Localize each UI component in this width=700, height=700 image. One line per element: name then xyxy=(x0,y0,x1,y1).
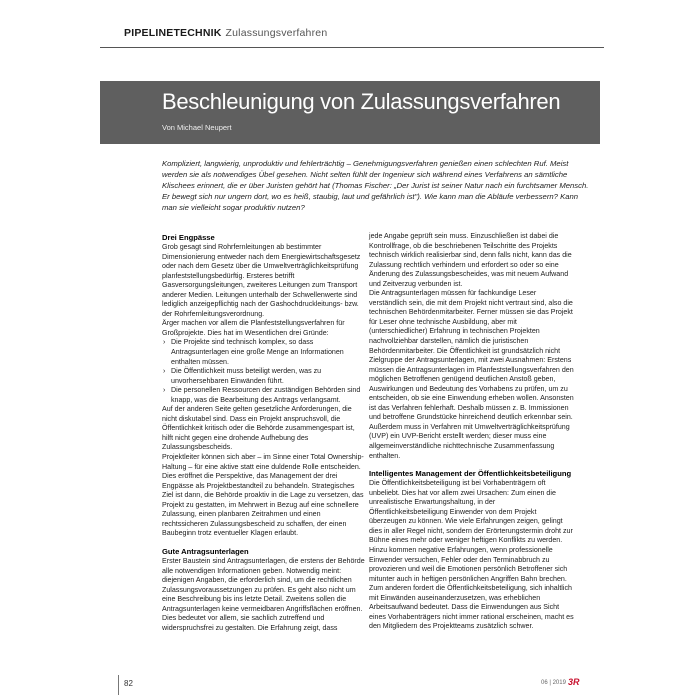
heading-drei-engpaesse: Drei Engpässe xyxy=(162,233,215,242)
footer-divider xyxy=(118,675,119,695)
bullet-list xyxy=(162,338,367,405)
article-lead: Kompliziert, langwierig, unproduktiv und fehlerträchtig – Genehmigungsverfahren genießen einen schlechten Ruf. Meist werden sie als notwendiges Übel gesehen. Nicht selten fühlt der Ingenieur sich während eines Verfahrens an sämtliche Klischees erinnert, die er über Juristen gehört hat (Thomas Fischer: „Der Jurist ist seiner Natur nach ein furchtsamer Mensch. Er bewegt sich nur ungern dort, wo es heiß, staubig, laut und gefährlich ist"). Wie kann man die Abläufe verbessern? Kann man sie vielleicht sogar produktiv nutzen? xyxy=(162,159,589,212)
paragraph: Ärger machen vor allem die Planfeststellungsverfahren für Großprojekte. Dies hat im Wesentlichen drei Gründe: xyxy=(162,319,345,337)
section-header xyxy=(124,27,327,39)
heading-oeffentlichkeitsbeteiligung: Intelligentes Management der Öffentlichkeitsbeteiligung xyxy=(369,469,572,479)
list-item: › Die Projekte sind technisch komplex, so dass Antragsunterlagen eine große Menge an Informationen enthalten müssen. xyxy=(162,338,367,367)
right-column xyxy=(369,232,574,632)
paragraph: Die Öffentlichkeitsbeteiligung ist bei Vorhabenträgern oft unbeliebt. Dies hat vor allem zwei Ursachen: Zum einen die unrealistische Erwartungshaltung, in der Öffentlichkeitsbeteiligung Einwender von dem Projekt überzeugen zu können. Wie viele Erfahrungen zeigen, gelingt dies in aller Regel nicht, sondern der Erörterungstermin droht zur Bühne eines mehr oder weniger heftigen Konflikts zu werden. Hinzu kommen negative Erfahrungen, wenn professionelle Einwender versuchen, Fehler oder den Terminabbruch zu provozieren und weil die Emotionen persönlich Betroffener sich mitunter auch in heftigen persönlichen Angriffen Bahn brechen. Zum anderen fordert die Öffentlichkeitsbeteiligung, sich inhaltlich mit Einwänden auseinanderzusetzen, was erheblichen Arbeitsaufwand bedeutet. Dass die Einwendungen aus Sicht eines Vorhabenträgers nicht immer rational erscheinen, macht es den Mitgliedern des Projektteams zusätzlich schwer. xyxy=(369,479,574,631)
paragraph: Erster Baustein sind Antragsunterlagen, die erstens der Behörde alle notwendigen Informationen geben. Notwendig meint: diejenigen Angaben, die erforderlich sind, um die rechtlichen Zulassungsvoraussetzungen zu prüfen. Es geht also nicht um eine Beschreibung bis ins letzte Detail. Zweitens sollen die Antragsunterlagen keine vermeidbaren Angriffsflächen eröffnen. Dies bedeutet vor allem, sie sachlich zutreffend und widerspruchsfrei zu gestalten. Die Erfahrung zeigt, dass xyxy=(162,556,365,632)
article-title: Beschleunigung von Zulassungsverfahren xyxy=(162,89,561,114)
list-item: › Die personellen Ressourcen der zuständigen Behörden sind knapp, was die Bearbeitung des Antrags verlangsamt. xyxy=(162,386,367,405)
publisher-logo: 3R xyxy=(568,677,580,687)
paragraph: Projektleiter können sich aber – im Sinne einer Total Ownership-Haltung – für eine aktive statt eine duldende Rolle entscheiden. Dies eröffnet die Perspektive, das Management der drei Engpässe als Projektbestandteil zu behandeln. Strategisches Ziel ist dann, die Behörde proaktiv in die Lage zu versetzen, das Projekt zu gestatten, im Mehrwert in Bezug auf eine schnellere Zulassung, einen planbaren Zeitrahmen und einen rechtssicheren Zulassungsbescheid zu schaffen, der einen Baubeginn trotz eventueller Klagen erlaubt. xyxy=(162,453,364,538)
paragraph: Die Antragsunterlagen müssen für fachkundige Leser verständlich sein, die mit dem Projekt nicht vertraut sind, also die technischen Behördenmitarbeiter. Ferner müssen sie das Projekt für Leser ohne technische Ausbildung, aber mit (unterschiedlicher) Erfahrung in technischen Projekten nachvollziehbar darstellen, nämlich die juristischen Behördenmitarbeiter. Die Öffentlichkeit ist grundsätzlich nicht Zielgruppe der Antragsunterlagen, mit zwei Ausnahmen: Erstens müssen die Antragsunterlagen im Planfeststellungsverfahren den möglichen Betroffenen genügend deutlichen Anstoß geben, Auswirkungen und Bedeutung des Vorhabens zu prüfen, um zu entscheiden, ob sie eine Einwendung erheben wollen. Ansonsten ist das Verfahren fehlerhaft. Deshalb müssen z. B. Immissionen und betroffene Grundstücke hinreichend deutlich erkennbar sein. Außerdem muss in Verfahren mit Umweltverträglichkeitsprüfung (UVP) ein UVP-Bericht erstellt werden; dieser muss eine allgemeinverständliche nichttechnische Zusammenfassung enthalten. xyxy=(369,289,574,460)
paragraph: jede Angabe geprüft sein muss. Einzuschließen ist dabei die Kontrollfrage, ob die beschriebenen Teilschritte des Projekts technisch wirklich realisierbar sind, denn falls nicht, kann das die Zulassung rechtlich verhindern und erfordert so oder so eine Änderung des Zulassungsbescheides, was mit neuem Aufwand und Zeitverzug verbunden ist. xyxy=(369,232,572,288)
left-column xyxy=(162,232,367,633)
list-item: › Die Öffentlichkeit muss beteiligt werden, was zu unvorhersehbaren Einwänden führt. xyxy=(162,367,367,386)
page-number: 82 xyxy=(124,679,133,688)
paragraph: Auf der anderen Seite gelten gesetzliche Anforderungen, die nicht diskutabel sind. Dass ein Projekt anspruchsvoll, die Öffentlichkeit kritisch oder die Behörde zusammengespart ist, hilft nicht gegen eine drohende Aufhebung des Zulassungsbescheids. xyxy=(162,405,355,452)
section-subcategory: Zulassungsverfahren xyxy=(225,27,328,39)
issue-label: 06 | 2019 xyxy=(541,680,566,686)
article-author: Von Michael Neupert xyxy=(162,123,232,132)
title-banner xyxy=(100,81,600,144)
paragraph: Grob gesagt sind Rohrfernleitungen ab bestimmter Dimensionierung entweder nach dem Energiewirtschaftsgesetz oder nach dem Gesetz über die Umweltverträglichkeitsprüfung planfeststellungsbedürftig. Ersteres betrifft Gasversorgungsleitungen, zweiteres Leitungen zum Transport anderer Medien. Leitungen unterhalb der Schwellenwerte sind lediglich anzeigepflichtig nach der Gashochdruckleitungs- bzw. der Rohrfernleitungsverordnung. xyxy=(162,243,361,318)
heading-gute-antragsunterlagen: Gute Antragsunterlagen xyxy=(162,546,249,556)
header-divider xyxy=(100,47,604,48)
section-category: PIPELINETECHNIK xyxy=(124,27,222,39)
